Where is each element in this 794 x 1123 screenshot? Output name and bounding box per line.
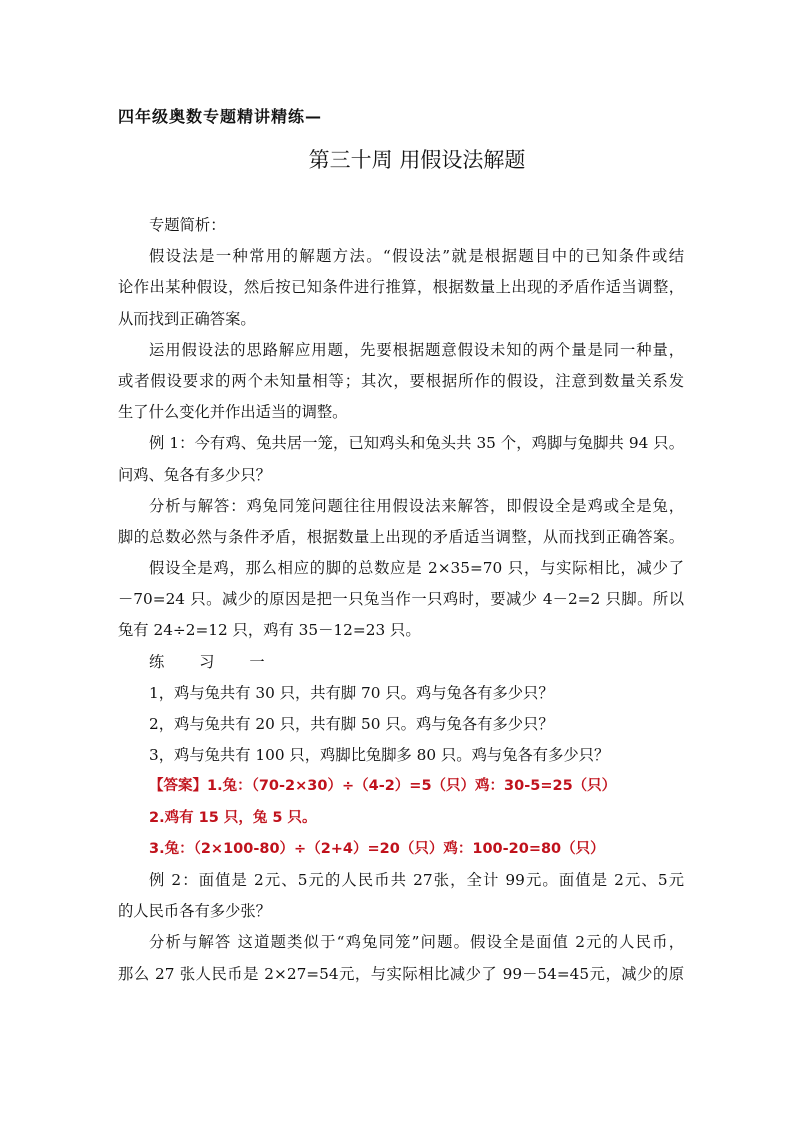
text-line: 的人民币各有多少张？ [118,902,271,921]
text-line: 问鸡、兔各有多少只？ [118,465,271,484]
text-line: 例 2：面值是 2元、5元的人民币共 27张，全计 99元。面值是 2元、5元 [149,870,684,889]
list-item: 3，鸡与兔共有 100 只，鸡脚比兔脚多 80 只。鸡与兔各有多少只？ [149,746,610,765]
example-2 [118,865,684,927]
intro-paragraph-2 [118,335,684,429]
text-line: 论作出某种假设，然后按已知条件进行推算，根据数量上出现的矛盾作适当调整， [118,278,684,297]
document-body [118,210,684,990]
text-line: 兔有 24÷2=12 只，鸡有 35－12=23 只。 [118,621,421,640]
practice-heading: 练 习 一 [149,652,280,671]
text-line: 运用假设法的思路解应用题，先要根据题意假设未知的两个量是同一种量， [149,340,684,359]
text-line: 脚的总数必然与条件矛盾，根据数量上出现的矛盾适当调整，从而找到正确答案。 [118,527,684,546]
document-header: 四年级奥数专题精讲精练— [118,107,323,126]
page-title: 第三十周 用假设法解题 [308,148,526,172]
text-line: 或者假设要求的两个未知量相等；其次，要根据所作的假设，注意到数量关系发 [118,371,684,390]
list-item: 1，鸡与兔共有 30 只，共有脚 70 只。鸡与兔各有多少只？ [149,683,554,702]
text-line: 从而找到正确答案。 [118,309,256,328]
solution-1 [118,553,684,647]
list-item: 2，鸡与兔共有 20 只，共有脚 50 只。鸡与兔各有多少只？ [149,715,554,733]
text-line: 生了什么变化并作出适当的调整。 [118,403,348,422]
example-1 [118,428,684,490]
practice-list [118,678,684,772]
text-line: 分析与解答 这道题类似于“鸡兔同笼”问题。假设全是面值 2元的人民币， [149,933,684,952]
answer-block [118,771,684,865]
answer-line: 【答案】1.兔：（70-2×30）÷（4-2）=5（只）鸡：30-5=25（只） [149,778,617,795]
answer-line: 2.鸡有 15 只，兔 5 只。 [149,809,317,826]
text-line: 那么 27 张人民币是 2×27=54元，与实际相比减少了 99－54=45元，减少的原 [118,964,684,983]
text-line: 分析与解答：鸡兔同笼问题往往用假设法来解答，即假设全是鸡或全是兔， [149,496,684,515]
text-line: 例 1：今有鸡、兔共居一笼，已知鸡头和兔头共 35 个，鸡脚与兔脚共 94 只。 [149,434,684,453]
section-label: 专题简析： [149,216,226,234]
answer-line: 3.兔：（2×100-80）÷（2+4）=20（只）鸡：100-20=80（只） [149,840,605,857]
text-line: 假设法是一种常用的解题方法。“假设法”就是根据题目中的已知条件或结 [149,247,684,266]
analysis-1 [118,491,684,553]
analysis-2 [118,927,684,989]
text-line: 假设全是鸡，那么相应的脚的总数应是 2×35=70 只，与实际相比，减少了 [149,559,684,578]
text-line: －70=24 只。减少的原因是把一只兔当作一只鸡时，要减少 4－2=2 只脚。所以 [118,590,684,609]
intro-paragraph-1 [118,241,684,335]
